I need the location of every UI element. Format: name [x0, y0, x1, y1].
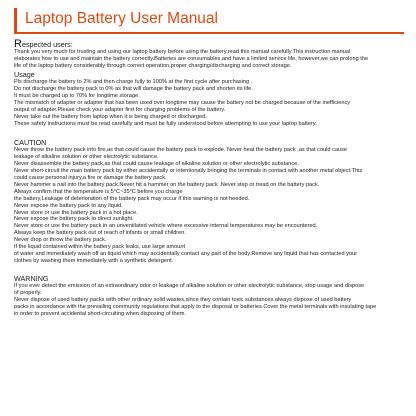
paragraph-line: Always keep the battery pack out of reach of infants or small children.: [14, 230, 186, 237]
paragraph-line: life of the laptop battery considerably through correct operation,proper charging/discharging and correct storage.: [14, 62, 292, 69]
paragraph-line: Do not discharge the battery pack to 0% as that will damage the battery pack and shorten its life.: [14, 86, 253, 93]
page-title: Laptop Battery User Manual: [25, 10, 218, 27]
paragraph-line: It must be charged up to 70% for longtime storage.: [14, 92, 140, 99]
paragraph-line: Never store or use the battery pack in a hot place.: [14, 209, 138, 216]
paragraph-line: Never short-circuit the main battery pack by either accidentally or intentionally bringing the terminals in contact with another metal object.This: [14, 167, 363, 174]
title-bar: [14, 8, 404, 34]
paragraph-line: elaborates how to use and maintain the battery correctly.Batteries are consumables,and have a limited service life, however,we can prolong the: [14, 55, 369, 62]
usage-section: [14, 79, 404, 128]
paragraph-line: If you ever detect the emission of an extraordinary odor or leakage of alkaline solution or other electrolytic substance, stop usage and dispose: [14, 283, 365, 290]
intro-heading: [14, 40, 404, 49]
paragraph-line: Never dispose of used battery packs with other ordinary solid wastes,since they contain toxic substances.always dispose of used battery: [14, 297, 352, 304]
paragraph-line: If the liquid contained within the battery pack leaks, use large amount: [14, 244, 186, 251]
warning-section: [14, 283, 404, 318]
paragraph-line: Never expose the battery pack to any liquid.: [14, 202, 123, 209]
paragraph-line: Pls discharge the battery to 2% and then charge fully to 100% at the first cycle after purchasing .: [14, 79, 253, 86]
intro-heading-text: espected users:: [21, 40, 73, 49]
intro-section: [14, 49, 404, 70]
caution-section: [14, 147, 404, 265]
paragraph-line: leakage of alkaline solution or other electrolytic substance.: [14, 153, 159, 160]
paragraph-line: in order to prevent accidental short-circuiting when disposing of them.: [14, 311, 186, 318]
intro-heading-initial: R: [14, 38, 22, 50]
usage-heading: Usage: [14, 69, 35, 79]
paragraph-line: Never drop or throw the battery pack.: [14, 237, 107, 244]
paragraph-line: Thank you very much for trusting and using our laptop battery before using the battery,read this manual carefully.This instruction manual: [14, 49, 351, 55]
paragraph-line: Always confirm that the temperature is 5°C~35°C before you charge: [14, 188, 183, 195]
paragraph-line: Never expose the battery pack to direct sunlight.: [14, 216, 134, 223]
paragraph-line: The mismatch of adapter or adapter that has been used over longtime may cause the battery not be charged because of the inefficiency: [14, 99, 351, 106]
paragraph-line: Never hammer a nail into the battery pack.Never hit a hammer on the battery pack .Never step or tread on the battery pack.: [14, 181, 320, 188]
paragraph-line: Never throw the battery pack into fire,as that could cause the battery pack to explode. Never heat the battery pack ,as that could cause: [14, 146, 348, 153]
paragraph-line: These safety instructions must be read carefully and must be fully understood before attempting to use your laptop battery.: [14, 120, 317, 127]
paragraph-line: packs in accordance with the prevailing community regulations that apply to the disposal or batteries.Cover the metal terminals with insulating tape: [14, 304, 377, 311]
paragraph-line: Never store or use the battery pack in an unventilated vehicle where excessive internal temperatures may be encountered.: [14, 223, 318, 230]
paragraph-line: Never take out the battery from laptop when it is being charged or discharged.: [14, 113, 207, 120]
paragraph-line: clothes by washing them immediately with a synthetic detergent.: [14, 258, 174, 265]
paragraph-line: could cause personal injury,a fire or damage the battery pack.: [14, 174, 167, 181]
paragraph-line: Never disassemble the battery pack,as that could cause leakage of alkaline solution or other electrolytic substance.: [14, 160, 299, 167]
paragraph-line: output of adapter.Please check your adapter first for charging problems of the battery.: [14, 106, 226, 113]
paragraph-line: of water and immediately wash off an liquid which may accidentally contact any part of the body.Remove any liquid that has contacted your: [14, 251, 358, 258]
warning-heading: WARNING: [14, 274, 49, 284]
paragraph-line: of properly.: [14, 290, 42, 297]
paragraph-line: the battery,Leakage of deterioration of the battery pack may occur if this warning is not heeded.: [14, 195, 250, 202]
caution-heading: CAUTION: [14, 137, 47, 147]
